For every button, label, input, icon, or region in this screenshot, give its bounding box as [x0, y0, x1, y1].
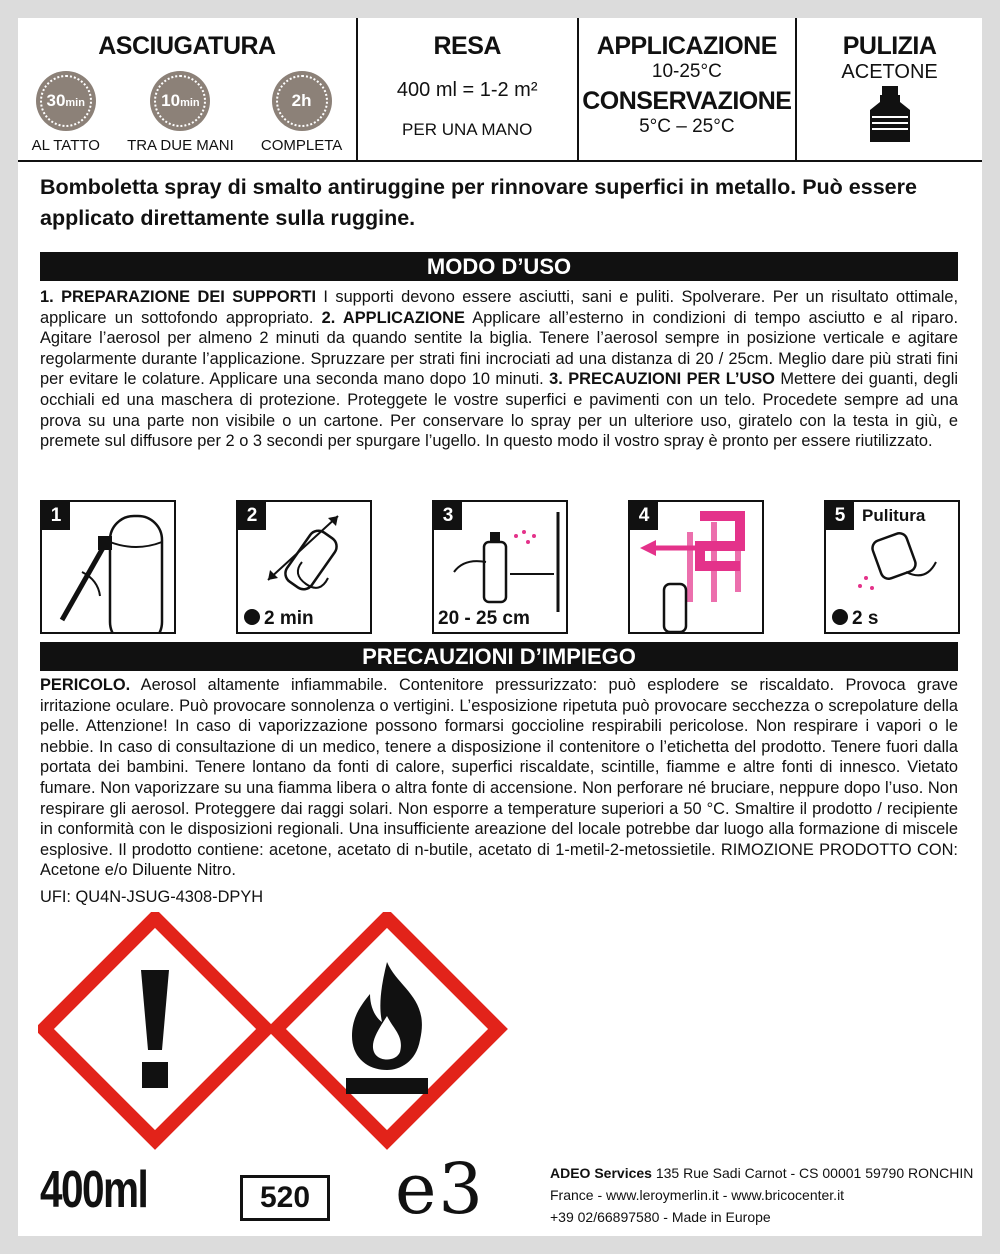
drying-title: ASCIUGATURA — [98, 32, 276, 60]
dial-between-coats — [127, 71, 234, 154]
product-description: Bomboletta spray di smalto antiruggine per rinnovare superfici in metallo. Può essere applicato direttamente sulla ruggine. — [40, 175, 917, 230]
step-caption — [244, 608, 314, 630]
step-number: 3 — [434, 502, 462, 530]
dial-unit: min — [65, 97, 85, 109]
flame-icon — [276, 918, 498, 1140]
dial-value: 2h — [291, 91, 312, 110]
clock-dial-icon — [272, 71, 332, 131]
cleaning-step-title: Pulitura — [862, 506, 926, 525]
company-name: ADEO Services — [550, 1165, 652, 1181]
dial-complete — [261, 71, 342, 154]
product-code: 520 — [240, 1175, 330, 1221]
ghs-pictograms — [38, 912, 508, 1152]
step-2-panel — [236, 500, 372, 634]
timer-icon — [832, 609, 848, 625]
application-section — [579, 18, 798, 160]
cleaning-section — [797, 18, 982, 160]
hazard-statements: Aerosol altamente infiammabile. Contenitore pressurizzato: può esplodere se riscaldato. Provoca grave irritazione oculare. Può provocare sonnolenza o vertigini. L’esposizione ripetuta può provocare secchezza o screpolature della pelle. Attenzione! In caso di vaporizzazione possono formarsi goccioline respirabili pericolose. Non respirare i vapori o le nebbie. In caso di consultazione di un medico, tenere a disposizione il contenitore o l’etichetta del prodotto. Tenere fuori dalla portata dei bambini. Tenere lontano da fonti di calore, superfici riscaldate, scintille, fiamme e altre fonti di innesco. Vietato fumare. Non vaporizzare su una fiamma libera o altra fonte di accensione. Non perforare né bruciare, neppure dopo l’uso. Non respirare gli aerosol. Proteggere dai raggi solari. Non esporre a temperature superiori a 50 °C. Smaltire il prodotto / recipiente in conformità con le disposizioni regionali. Una insufficiente areazione del locale potrebbe dar luogo alla formazione di miscele esplosive. Il prodotto contiene: acetone, acetato di n-butile, acetato di 1-metil-2-metossietile. RIMOZIONE PRODOTTO CON: Acetone e/o Diluente Nitro. — [40, 676, 958, 880]
dial-touch — [32, 71, 100, 154]
coverage-note: PER UNA MANO — [402, 120, 533, 139]
coverage-section — [358, 18, 579, 160]
cleaning-value: ACETONE — [841, 61, 938, 83]
steps-strip — [40, 500, 958, 634]
bottle-icon — [860, 86, 920, 142]
step-text: Applicare all’esterno in condizioni di tempo asciutto e al riparo. Agitare l’aerosol per almeno 2 minuti da quando sentite la biglia. Tenere l’aerosol sempre in posizione verticale e agitare regolarmente durante l’applicazione. Spruzzare per strati fini incrociati ad una distanza di 20 / 25cm. Meglio dare più strati fini per evitare le colature. Applicare una seconda mano dopo 10 minuti. — [40, 308, 959, 389]
clock-dial-icon — [36, 71, 96, 131]
coverage-title: RESA — [433, 32, 501, 60]
step-heading: 2. APPLICAZIONE — [321, 308, 465, 327]
step-text: I supporti devono essere asciutti, sani e puliti. Spolverare. Per un risultato ottimale, applicare un sottofondo appropriato. — [40, 288, 959, 327]
application-title: APPLICAZIONE — [596, 32, 777, 60]
dial-label: AL TATTO — [31, 137, 100, 154]
step-distance: 20 - 25 cm — [438, 608, 530, 629]
company-address: 135 Rue Sadi Carnot - CS 00001 59790 RONCHIN — [651, 1165, 974, 1181]
dial-value: 30 — [46, 91, 66, 110]
net-volume: 400ml — [40, 1161, 148, 1219]
storage-range: 5°C – 25°C — [639, 116, 735, 137]
step-1-panel — [40, 500, 176, 634]
usage-text — [40, 287, 958, 452]
address-line-2: France - www.leroymerlin.it - www.bricocenter.it — [550, 1187, 845, 1203]
precautions-text — [40, 675, 958, 881]
step-duration: 2 s — [852, 608, 879, 629]
manufacturer-address — [550, 1162, 973, 1228]
step-number: 1 — [42, 502, 70, 530]
timer-icon — [244, 609, 260, 625]
address-line-3: +39 02/66897580 - Made in Europe — [550, 1209, 771, 1225]
step-number: 5 — [826, 502, 854, 530]
info-header — [18, 18, 982, 162]
step-3-panel — [432, 500, 568, 634]
dial-label: TRA DUE MANI — [127, 137, 234, 154]
danger-word: PERICOLO. — [40, 676, 131, 694]
clock-dial-icon — [150, 71, 210, 131]
application-range: 10-25°C — [651, 61, 722, 82]
usage-heading: MODO D’USO — [40, 252, 958, 281]
step-caption — [832, 608, 878, 630]
step-4-panel — [628, 500, 764, 634]
precautions-heading: PRECAUZIONI D’IMPIEGO — [40, 642, 958, 671]
step-5-panel — [824, 500, 960, 634]
ufi-code: UFI: QU4N-JSUG-4308-DPYH — [40, 888, 264, 906]
step-heading: 3. PRECAUZIONI PER L’USO — [549, 370, 775, 389]
drying-section — [18, 18, 358, 160]
step-number: 2 — [238, 502, 266, 530]
step-duration: 2 min — [264, 608, 314, 629]
dial-unit: min — [180, 97, 200, 109]
exclamation-mark-icon — [44, 918, 266, 1140]
step-number: 4 — [630, 502, 658, 530]
step-heading: 1. PREPARAZIONE DEI SUPPORTI — [40, 288, 317, 306]
address-line-1 — [550, 1162, 973, 1184]
estimated-sign-icon: e3 — [395, 1148, 485, 1230]
dial-value: 10 — [161, 91, 181, 110]
coverage-value: 400 ml = 1-2 m² — [396, 79, 538, 101]
dial-label: COMPLETA — [260, 137, 343, 154]
storage-title: CONSERVAZIONE — [582, 87, 792, 115]
step-text: Mettere dei guanti, degli occhiali ed una maschera di protezione. Proteggete le vostre superfici e pavimenti con un telo. Procedete sempre ad una prova su una parte non visibile o un cartone. Per conservare lo spray per un ulteriore uso, giratelo con la testa in giù, e premete sul diffusore per 2 o 3 secondi per spurgare l’ugello. In questo modo il vostro spray è pronto per essere riutilizzato. — [40, 370, 958, 451]
cleaning-title: PULIZIA — [842, 32, 937, 60]
